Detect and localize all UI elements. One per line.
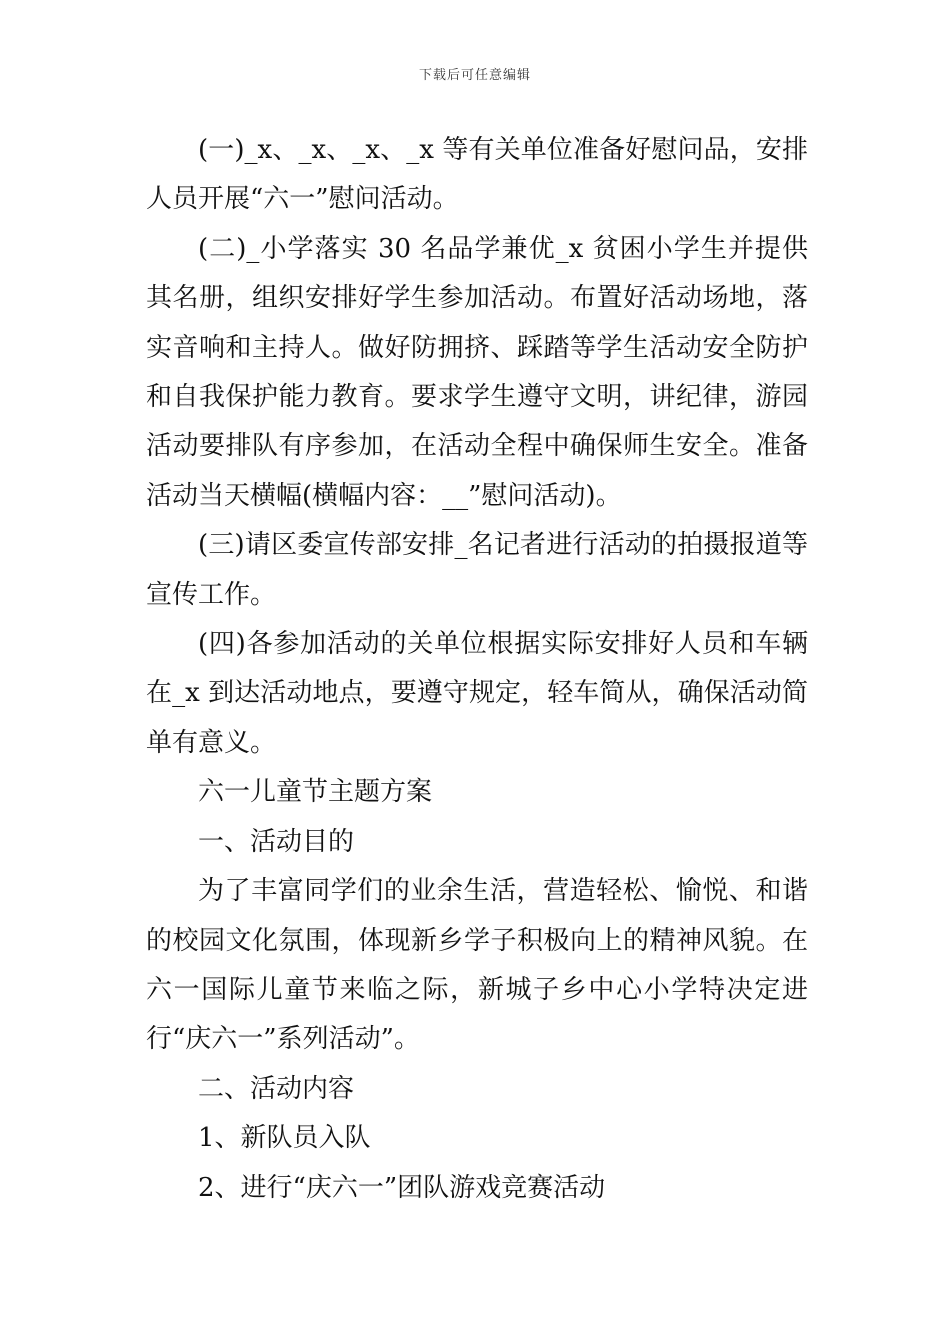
heading-activity-purpose: 一、活动目的	[198, 826, 355, 857]
paragraph-purpose: 为了丰富同学们的业余生活，营造轻松、愉悦、和谐的校园文化氛围，体现新乡学子积极向上的精神风貌。在六一国际儿童节来临之际，新城子乡中心小学特决定进行“庆六一”系列活动”。	[146, 876, 808, 1055]
paragraph-2: (二)_小学落实 30 名品学兼优_x 贫困小学生并提供其名册，组织安排好学生参加活动。布置好活动场地，落实音响和主持人。做好防拥挤、踩踏等学生活动安全防护和自我保护能力教育。要求学生遵守文明，讲纪律，游园活动要排队有序参加，在活动全程中确保师生安全。准备活动当天横幅(横幅内容：__”慰问活动)。	[146, 233, 808, 511]
paragraph-3: (三)请区委宣传部安排_名记者进行活动的拍摄报道等宣传工作。	[146, 530, 808, 610]
heading-activity-content: 二、活动内容	[198, 1073, 355, 1104]
section-title: 六一儿童节主题方案	[198, 777, 433, 808]
page-header: 下载后可任意编辑	[418, 68, 531, 83]
paragraph-4: (四)各参加活动的关单位根据实际安排好人员和车辆在_x 到达活动地点，要遵守规定，轻车简从，确保活动简单有意义。	[146, 629, 808, 758]
document-body	[146, 126, 808, 1213]
list-item-2: 2、进行“庆六一”团队游戏竞赛活动	[198, 1172, 606, 1203]
list-item-1: 1、新队员入队	[198, 1123, 371, 1154]
paragraph-1: (一)_x、_x、_x、_x 等有关单位准备好慰问品，安排人员开展“六一”慰问活动。	[146, 135, 808, 215]
